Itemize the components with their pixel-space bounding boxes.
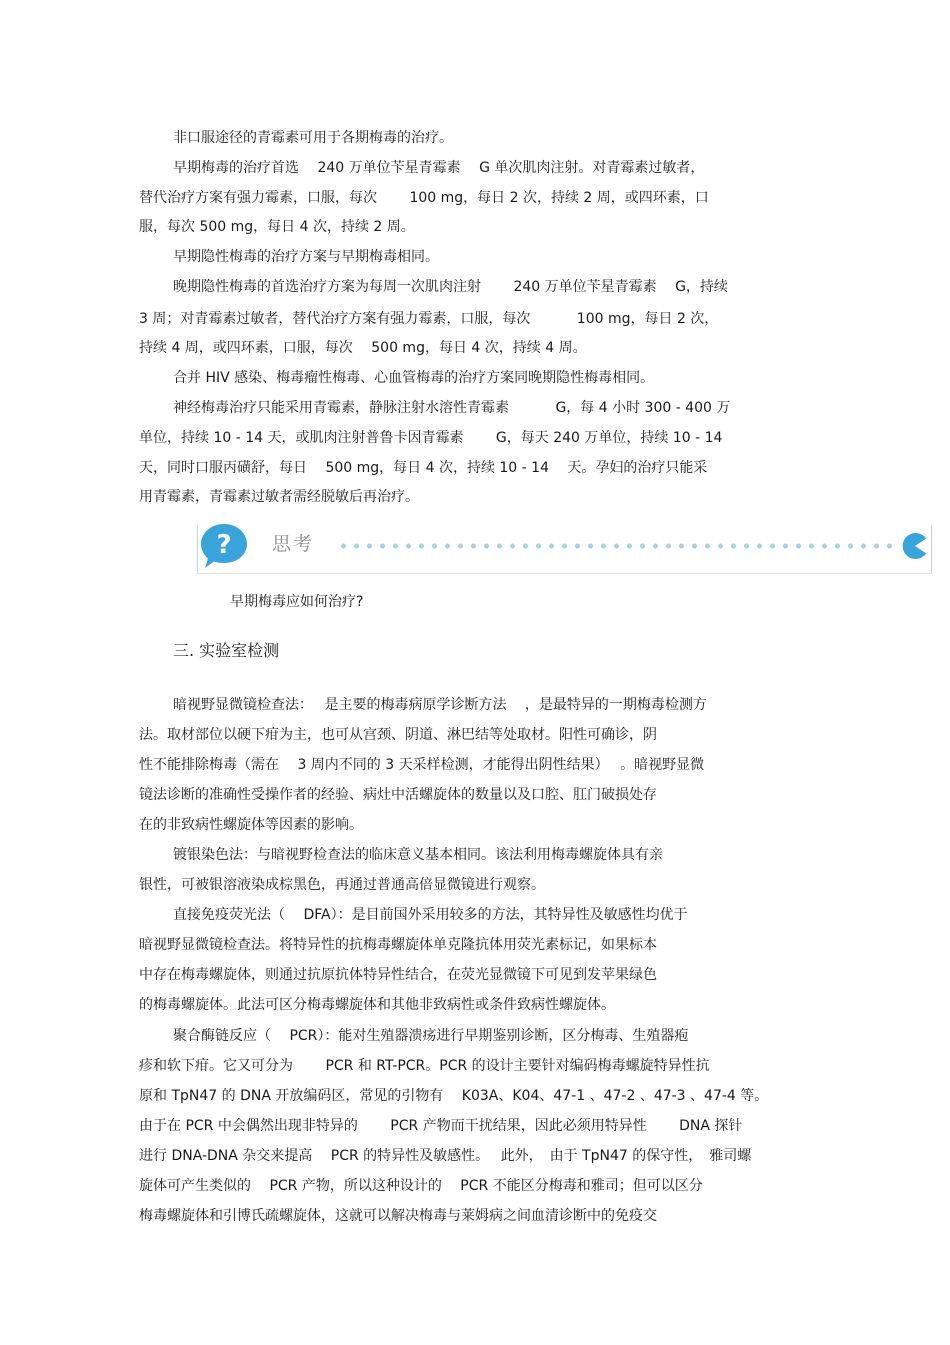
paragraph-line: 早期隐性梅毒的治疗方案与早期梅毒相同。 xyxy=(173,249,439,265)
dotted-divider xyxy=(337,543,892,549)
paragraph-line: 单位，持续 10 - 14 天，或肌肉注射普鲁卡因青霉素 G，每天 240 万单位，持续 10 - 14 xyxy=(139,430,723,446)
think-question: 早期梅毒应如何治疗? xyxy=(230,594,364,610)
paragraph-line: 天，同时口服丙磺舒，每日 500 mg，每日 4 次，持续 10 - 14 天。孕妇的治疗只能采 xyxy=(139,460,708,476)
paragraph-line: 旋体可产生类似的 PCR 产物，所以这种设计的 PCR 不能区分梅毒和雅司；但可以区分 xyxy=(139,1178,703,1194)
paragraph-line: 晚期隐性梅毒的首选治疗方案为每周一次肌肉注射 240 万单位苄星青霉素 G，持续 xyxy=(173,279,728,295)
paragraph-line: 用青霉素，青霉素过敏者需经脱敏后再治疗。 xyxy=(139,489,419,505)
banner-right-border xyxy=(931,525,932,573)
pacman-icon xyxy=(901,532,929,560)
paragraph-line: 原和 TpN47 的 DNA 开放编码区，常见的引物有 K03A、K04、47-1 、47-2 、47-3 、47-4 等。 xyxy=(139,1088,769,1104)
paragraph-line: 神经梅毒治疗只能采用青霉素，静脉注射水溶性青霉素 G，每 4 小时 300 - 400 万 xyxy=(173,400,731,416)
paragraph-line: 直接免疫荧光法（ DFA）：是目前国外采用较多的方法，其特异性及敏感性均优于 xyxy=(173,907,688,923)
paragraph-line: 暗视野显微镜检查法。将特异性的抗梅毒螺旋体单克隆抗体用荧光素标记，如果标本 xyxy=(139,937,657,953)
think-banner xyxy=(197,519,932,574)
paragraph-line: 中存在梅毒螺旋体，则通过抗原抗体特异性结合，在荧光显微镜下可见到发苹果绿色 xyxy=(139,967,657,983)
paragraph-line: 聚合酶链反应（ PCR）：能对生殖器溃疡进行早期鉴别诊断，区分梅毒、生殖器疱 xyxy=(173,1028,689,1044)
svg-text:?: ? xyxy=(216,530,232,560)
section-heading: 三. 实验室检测 xyxy=(173,641,280,660)
paragraph-line: 银性，可被银溶液染成棕黑色，再通过普通高倍显微镜进行观察。 xyxy=(139,877,545,893)
paragraph-line: 早期梅毒的治疗首选 240 万单位苄星青霉素 G 单次肌肉注射。对青霉素过敏者， xyxy=(173,160,705,176)
paragraph-line: 3 周；对青霉素过敏者，替代治疗方案有强力霉素，口服，每次 100 mg，每日 2 次， xyxy=(139,311,719,327)
paragraph-line: 在的非致病性螺旋体等因素的影响。 xyxy=(139,817,363,833)
think-label: 思考 xyxy=(272,533,315,555)
paragraph-line: 镜法诊断的准确性受操作者的经验、病灶中活螺旋体的数量以及口腔、肛门破损处存 xyxy=(139,787,657,803)
paragraph-line: 疹和软下疳。它又可分为 PCR 和 RT-PCR。PCR 的设计主要针对编码梅毒螺旋特异性抗 xyxy=(139,1058,710,1074)
paragraph-line: 服，每次 500 mg，每日 4 次，持续 2 周。 xyxy=(139,219,415,235)
paragraph-line: 镀银染色法：与暗视野检查法的临床意义基本相同。该法利用梅毒螺旋体具有亲 xyxy=(173,847,663,863)
paragraph-line: 暗视野显微镜检查法： 是主要的梅毒病原学诊断方法 ，是最特异的一期梅毒检测方 xyxy=(173,697,707,713)
paragraph-line: 梅毒螺旋体和引博氏疏螺旋体，这就可以解决梅毒与莱姆病之间血清诊断中的免疫交 xyxy=(139,1208,657,1224)
paragraph-line: 的梅毒螺旋体。此法可区分梅毒螺旋体和其他非致病性或条件致病性螺旋体。 xyxy=(139,997,615,1013)
banner-bottom-border xyxy=(197,573,932,574)
paragraph-line: 由于在 PCR 中会偶然出现非特异的 PCR 产物而干扰结果，因此必须用特异性 DNA 探针 xyxy=(139,1118,743,1134)
paragraph-line: 法。取材部位以硬下疳为主，也可从宫颈、阴道、淋巴结等处取材。阳性可确诊，阴 xyxy=(139,727,657,743)
paragraph-line: 合并 HIV 感染、梅毒瘤性梅毒、心血管梅毒的治疗方案同晚期隐性梅毒相同。 xyxy=(173,370,655,386)
paragraph-line: 性不能排除梅毒（需在 3 周内不同的 3 天采样检测，才能得出阴性结果） 。暗视野显微 xyxy=(139,757,705,773)
question-bubble-icon xyxy=(199,521,251,571)
banner-left-border xyxy=(197,525,198,573)
paragraph-line: 进行 DNA-DNA 杂交来提高 PCR 的特异性及敏感性。 此外， 由于 TpN47 的保守性， 雅司螺 xyxy=(139,1148,752,1164)
paragraph-line: 替代治疗方案有强力霉素，口服，每次 100 mg，每日 2 次，持续 2 周，或四环素，口 xyxy=(139,190,709,206)
paragraph-line: 持续 4 周，或四环素，口服，每次 500 mg，每日 4 次，持续 4 周。 xyxy=(139,340,587,356)
paragraph-line: 非口服途径的青霉素可用于各期梅毒的治疗。 xyxy=(173,130,453,146)
